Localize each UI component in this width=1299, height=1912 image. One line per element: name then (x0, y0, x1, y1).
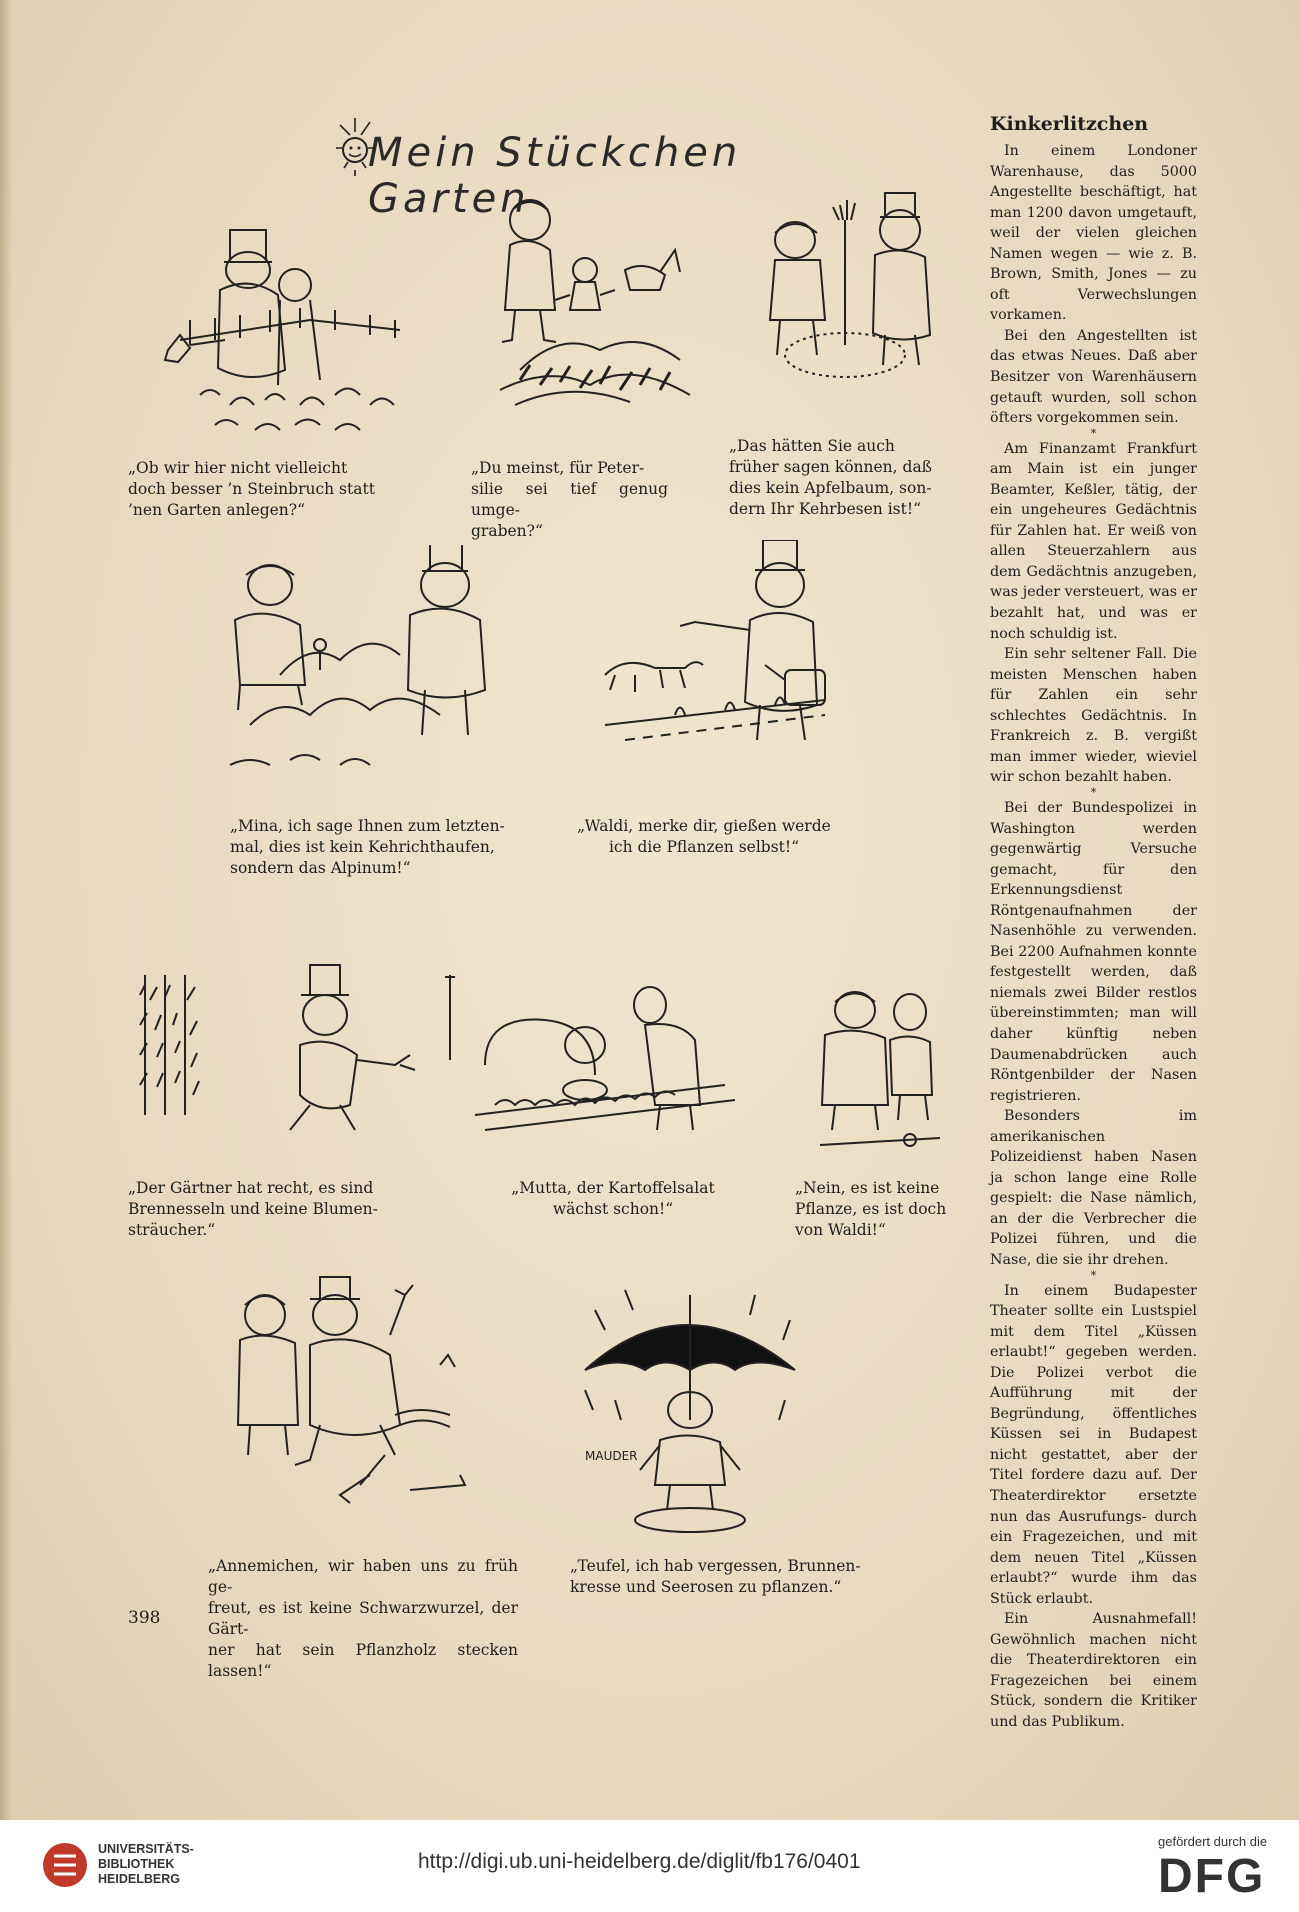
separator-star: * (1090, 785, 1097, 799)
dfg-logo[interactable]: DFG (1158, 1850, 1266, 1903)
sidebar-paragraph: In einem Londoner Warenhause, das 5000 Angestellte beschäftigt, hat man 1200 davon umgetauft, weil der vielen gleichen Namen wegen — wie z. B. Brown, Smith, Jones — zu oft Verwechslungen vorkamen. (990, 143, 1197, 324)
caption-8: „Nein, es ist keine Pflanze, es ist doch von Waldi!“ (795, 1179, 947, 1239)
caption-3: „Das hätten Sie auch früher sagen können, daß dies kein Apfelbaum, son- dern Ihr Kehrbesen ist!“ (729, 437, 933, 518)
sidebar-column (990, 113, 1197, 1733)
cartoon-alpinum (210, 545, 510, 780)
cartoon-kartoffelsalat (445, 965, 745, 1155)
page-title: Mein Stückchen Garten (368, 130, 742, 222)
sidebar-paragraph: Bei den Angestellten ist das etwas Neues. Daß aber Besitzer von Warenhäusern getauft wurden, soll schon öfters vorgekommen sein. (990, 327, 1197, 427)
library-name: UNIVERSITÄTS- BIBLIOTHEK HEIDELBERG (98, 1842, 194, 1886)
caption-6: „Der Gärtner hat recht, es sind Brennesseln und keine Blumen- sträucher.“ (128, 1179, 378, 1239)
university-logo-icon[interactable] (40, 1840, 90, 1890)
sidebar-paragraph: Am Finanzamt Frankfurt am Main ist ein junger Beamter, Keßler, tätig, der ein ungeheures Gedächtnis für Zahlen hat. Er weiß von allen Steuerzahlern aus dem Gedächtnis anzugeben, was jeder versteuert, was er bezahlt hat, und was er noch schuldig ist. (990, 440, 1197, 642)
caption-10: „Teufel, ich hab vergessen, Brunnen- kresse und Seerosen zu pflanzen.“ (570, 1557, 861, 1596)
cartoon-brennesseln (125, 955, 425, 1140)
funded-by-label: gefördert durch die (1158, 1834, 1268, 1849)
footer-bar (0, 1820, 1299, 1912)
caption-5: „Waldi, merke dir, gießen werde ich die Pflanzen selbst!“ (577, 817, 831, 856)
sidebar-paragraph: Bei der Bundespolizei in Washington werden gegenwärtig Versuche gemacht, für den Erkennungsdienst Röntgenaufnahmen der Nasenhöhle zu verwenden. Bei 2200 Aufnahmen konnte festgestellt werden, daß niemals zwei Bilder restlos übereinstimmten; man will daher künftig neben Daumenabdrücken auch Röntgenbilder der Nasen registrieren. (990, 799, 1197, 1104)
cartoon-waldi-pflanze (800, 970, 955, 1160)
caption-9: „Annemichen, wir haben uns zu früh ge- freut, es ist keine Schwarzwurzel, der Gärt- ner hat sein Pflanzholz stecken lassen!“ (208, 1557, 518, 1680)
sidebar-paragraph: Ein sehr seltener Fall. Die meisten Menschen haben für Zahlen ein sehr schlechtes Gedächtnis. In Frankreich z. B. vergißt man immer wieder, wieviel wir schon bezahlt haben. (990, 646, 1197, 786)
sidebar-paragraph: Besonders im amerikanischen Polizeidienst haben Nasen ja schon lange eine Rolle gespielt: die Nase nämlich, an der die Verbrecher die Polizei führen, und die Nase, die sie ihr drehen. (990, 1108, 1197, 1268)
separator-star: * (1090, 426, 1097, 440)
caption-1: „Ob wir hier nicht vielleicht doch besser ’n Steinbruch statt ’nen Garten anlegen?“ (128, 459, 375, 519)
cartoon-apfelbaum (735, 185, 955, 410)
sidebar-paragraph: Ein Ausnahmefall! Gewöhnlich machen nicht die Theaterdirektoren ein Fragezeichen bei einem Stück, sondern die Kritiker und das Publikum. (990, 1611, 1197, 1731)
sidebar-title: Kinkerlitzchen (990, 113, 1149, 135)
separator-star: * (1090, 1268, 1097, 1282)
cartoon-schwarzwurzel (210, 1275, 490, 1530)
cartoon-petersilie (460, 190, 720, 420)
page-number: 398 (128, 1608, 161, 1628)
caption-2: „Du meinst, für Peter- silie sei tief genug umge- graben?“ (471, 459, 668, 540)
signature: MAUDER (585, 1449, 638, 1463)
caption-4: „Mina, ich sage Ihnen zum letzten- mal, dies ist kein Kehrichthaufen, sondern das Alpinum!“ (230, 817, 505, 877)
cartoon-steinbruch (160, 220, 415, 445)
source-url-link[interactable]: http://digi.ub.uni-heidelberg.de/diglit/fb176/0401 (418, 1850, 861, 1873)
sidebar-paragraph: In einem Budapester Theater sollte ein Lustspiel mit dem Titel „Küssen erlaubt!“ gegeben werden. Die Polizei verbot die Aufführung mit der Begründung, öffentliches Küssen sei in Budapest nicht gestattet, aber der Titel fordere dazu auf. Der Theaterdirektor ersetzte nun das Ausrufungs- durch ein Fragezeichen, und mit dem neuen Titel „Küssen erlaubt?“ wurde ihm das Stück erlaubt. (990, 1282, 1197, 1607)
cartoon-waldi (585, 540, 830, 785)
caption-7: „Mutta, der Kartoffelsalat wächst schon!“ (511, 1179, 715, 1218)
cartoon-brunnenkresse (555, 1270, 825, 1540)
